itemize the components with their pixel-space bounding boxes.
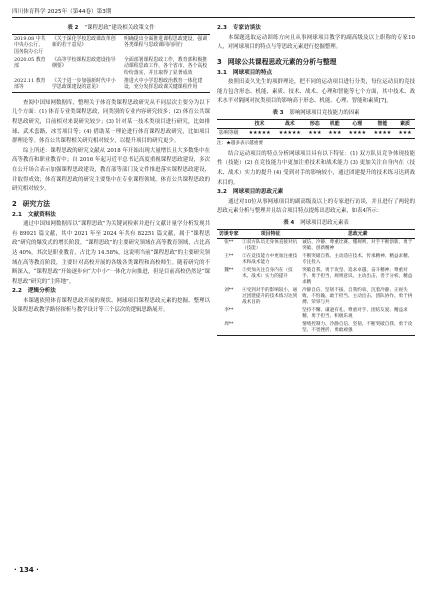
table3-number: 表 3	[272, 109, 284, 116]
page-number: · 134 ·	[14, 566, 39, 574]
table-cell: 突破自我、勇于攻坚、追求卓越、奋斗精神、尊重对手、勇于担当、规则意识、主动出击、善于分析、精益求精	[302, 268, 413, 286]
table-cell	[241, 307, 301, 321]
table-row	[12, 77, 210, 92]
table-row	[217, 307, 415, 321]
rating-stars: ★★★★	[345, 129, 370, 139]
table-cell: 不断突破自我、主动适应技术、传承精神、精益求精、专注投入	[302, 254, 413, 266]
paragraph: 按照田麦久先生的项群理论，把不同的运动项目进行分类，每位运动员的竞技能力包含形态、机能、素质、技术、战术、心理和智能等七个方面，其中技术、战术水平对隔网对抗类项目的影响高于形态、机能、心理、智能和素质[7]。	[217, 79, 415, 105]
table4-number: 表 4	[283, 219, 295, 226]
subsection-title: 网球项目的思政元素	[232, 189, 284, 196]
subsection-heading	[217, 24, 415, 34]
rating-stars: ★★★	[325, 129, 345, 139]
rating-stars: ★★★★★	[244, 129, 274, 139]
table-cell: 2022.11 教育部等	[12, 77, 50, 92]
rating-stars: ★★★	[305, 129, 325, 139]
paragraph: 结合运动项目的特点分析网球项目具有以下特征：(1) 双方队员竞争体现技能性（技能）(2) 在竞技能力中更加注重技术和战术能力 (3) 更加关注自身内在（技术、战术）实力的提升 (4) 受到对手的影响较小，通过团建提升的技术练习达到战术目的。	[217, 150, 415, 186]
subsection-heading	[12, 287, 210, 297]
rating-stars: ★★★	[395, 129, 415, 139]
column-header: 形态	[305, 119, 325, 128]
column-header: 访谈专家	[219, 230, 239, 237]
left-column	[12, 24, 210, 316]
subsection-number: 2.3	[217, 25, 227, 31]
table-cell: 影响等级	[217, 129, 244, 139]
running-header: 四川体育科学 2025年（第44卷）第3期	[12, 7, 415, 18]
table-cell: 《关于进一步加强新时代中小学思政课建设的意见》	[50, 77, 122, 92]
paragraph: 通过对10位从事网球项目的副高级及以上的专家进行访谈，并且进行了两轮的思政元素分析与整理并且结合项目特点提炼出思政元素，如表4所示：	[217, 198, 415, 215]
subsection-title: 文献资料法	[27, 211, 56, 218]
paragraph: 本课题选取运动训练方向且从事网球项目教学的副高级及以上职称的专家10人，对网球项目的特点与等思政元素进行挖掘整理。	[217, 34, 415, 51]
table-cell: ①双方队员无身体直接对抗（技能）	[242, 240, 298, 252]
table-row	[217, 253, 415, 267]
subsection-title: 专家访谈法	[232, 25, 261, 31]
table2-number: 表 2	[67, 25, 79, 31]
table-cell: 周**	[217, 321, 241, 336]
table-header-row	[217, 229, 415, 238]
ideology-elements-table	[217, 229, 415, 336]
table-cell: ②在竞技能力中更加注重技术和战术能力	[242, 254, 298, 266]
column-header: 心理	[345, 119, 370, 128]
table-header-row	[217, 119, 415, 128]
table3-title: 影响网球项目竞技能力的因素	[289, 109, 360, 116]
table4-title: 网球项目思政元素表	[300, 219, 349, 226]
table-cell: 明确提出全面推进课程思政建设，强调各类课程与思政课同向同行	[122, 35, 210, 56]
section-heading	[217, 57, 415, 67]
table-cell: 刘**	[224, 288, 234, 294]
subsection-heading	[12, 211, 210, 221]
paragraph: 通过中国知网数据库以“课程思政”为关键词检索并进行文献计量学分析发现共有 89921 篇文献，其中 2021 年至 2024 年共有 82251 篇文献，属于“课程思政”研究的爆发式的增长阶段。“课程思政”的主要研究领域在高等教育领域，占比高达 40%，其次是职业教育，占比为 14.58%，这说明当前“课程思政”的主要研究领域在高等教育阶段，主要针对高校开展的各级各类课程和高校师生。随着研究的不断深入，“课程思政”开始逐步向“大中小”一体化方向推进，但是目前高校仍然是“课程思政”研究的“主阵地”。	[12, 221, 210, 285]
rating-stars: ★★★★	[370, 129, 395, 139]
paragraph: 综上所述：课程思政的研究文献从 2018 年开始出现大量增长且大多数集中在高等教育和职业教育中；自 2016 年起习近平总书记高度重视课程思政建设，多次在公开场合表示加强课程思政建设，教育部等部门及文件推进落实课程思政建设，并取得成效；体育课程思政的研究主要集中在专业课程领域，体育公共课程思政的研究相对较少。	[12, 147, 210, 193]
table-cell: 情绪控制力、冷静自信、坚韧、不断突破自我、勇于攻坚、不畏挫折、勇敢顽强	[301, 321, 415, 336]
table2-caption	[12, 24, 210, 32]
table4-caption	[217, 219, 415, 227]
section-title: 研究方法	[22, 199, 50, 208]
subsection-number: 2.2	[12, 288, 22, 295]
table-cell: 2019.08 中共中央办公厅、国务院办公厅	[12, 35, 50, 56]
table-row	[217, 321, 415, 336]
table-note: 注：★越多表示越重要	[217, 140, 263, 146]
table-cell: 冷静自信、坚韧不拔、自我约束、沉着冷静、正视失败、不怕输、敢于担当、主动出击、团队协作、勇于拼搏、荣辱与共	[302, 288, 413, 306]
table-row	[12, 35, 210, 56]
table-cell: ④受到对手的影响较小，通过团建提升的技术练习达到战术目的	[242, 288, 298, 306]
table-row	[217, 267, 415, 287]
table-cell	[241, 321, 301, 336]
table2-title: “课程思政”建设相关政策文件	[84, 25, 155, 31]
column-header: 智能	[370, 119, 395, 128]
section-title: 网球公共课程思政元素的分析与整理	[227, 57, 337, 66]
column-header	[217, 119, 244, 128]
table-cell: 魏**	[224, 268, 234, 274]
table3-caption	[217, 109, 415, 117]
factors-table	[217, 119, 415, 139]
table-cell: 张**	[224, 240, 234, 246]
table-cell: 《关于深化学校思政课改革创新的若干意见》	[50, 35, 122, 56]
column-header: 战术	[275, 119, 305, 128]
table-cell: ③更加关注自身内在（技术、战术）实力的提升	[242, 268, 293, 280]
table-row	[217, 129, 415, 139]
paragraph: 本课题依照体育课程思政开展的现状、网球项目课程思政元素的挖掘、整理以及课程思政教学路径探析与教学设计等三个层次的逻辑思路展开。	[12, 297, 210, 314]
right-column	[217, 24, 415, 336]
table-cell: 诚信、冷静、尊重比赛、懂规则、对手不断创新、勇于突破、创新精神	[302, 240, 413, 252]
subsection-heading	[217, 188, 415, 198]
column-header: 素质	[395, 119, 415, 128]
subsection-heading	[217, 69, 415, 79]
section-number: 2	[12, 199, 17, 208]
table-cell: 推进大中小学思想政治教育一体化建设，充分发挥思政课关键课程作用	[122, 77, 210, 92]
table-cell: 王**	[224, 254, 234, 260]
rating-stars: ★★★★★	[275, 129, 305, 139]
table-cell: 《高等学校课程思政建设指导纲要》	[52, 57, 116, 70]
column-header: 技术	[244, 119, 274, 128]
subsection-number: 3.2	[217, 189, 227, 196]
table-cell: 2020.05 教育部	[14, 57, 46, 70]
table-row	[217, 239, 415, 254]
table-row	[12, 56, 210, 77]
section-heading	[12, 199, 210, 209]
paragraph: 查阅中国知网数据库，整理关于体育类课程思政研究从不同层次主要分为以下几个方面：(1) 体育专业类课程思政，同类别的专业内容研究较多；(2) 体育公共课程思政研究，目前相对来说研究较少；(3) 针对某一技术类项目进行研究，比如排球、武术套路、冰雪项目等；(4) 借助某一理论进行体育课程思政研究，比如项目群理论等。体育公共课程相关研究相对较少，以提升项目的研究更少。	[12, 99, 210, 145]
table-cell: 全面部署课程思政工作，教育部积极推动课程思政工作，各个省市、各个高校纷纷落实，并且取得了显著成效	[124, 57, 208, 76]
table-cell: 李**	[224, 308, 234, 314]
subsection-title: 网球项目的特点	[232, 69, 273, 76]
subsection-number: 3.1	[217, 69, 227, 76]
table-cell: 坚持不懈、谦逊有礼、尊重对手、团结友爱、精益求精、勇于担当、积极乐观	[302, 308, 408, 320]
policy-table	[12, 34, 210, 93]
subsection-number: 2.1	[12, 211, 22, 218]
column-header: 思政元素	[301, 229, 415, 238]
section-number: 3	[217, 57, 222, 66]
column-header: 项目特征	[241, 229, 301, 238]
subsection-title: 逻辑分析法	[27, 288, 56, 295]
column-header: 机能	[325, 119, 345, 128]
table-row	[217, 287, 415, 307]
